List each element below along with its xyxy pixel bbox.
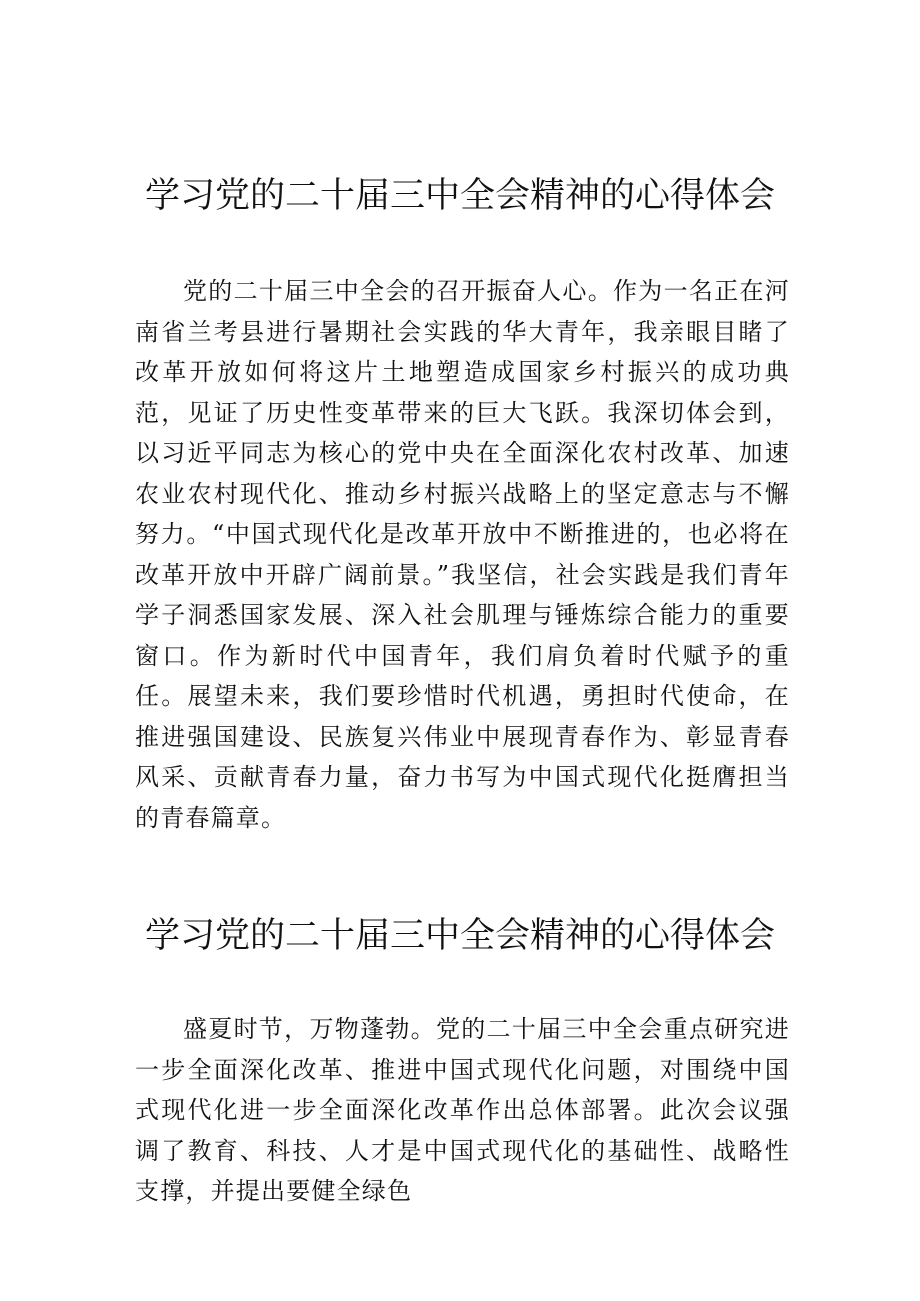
section-body: 盛夏时节，万物蓬勃。党的二十届三中全会重点研究进一步全面深化改革、推进中国式现代化问题，对围绕中国式现代化进一步全面深化改革作出总体部署。此次会议强调了教育、科技、人才是中国式现代化的基础性、战略性支撑，并提出要健全绿色 (135, 1015, 790, 1205)
section-body: 党的二十届三中全会的召开振奋人心。作为一名正在河南省兰考县进行暑期社会实践的华大青年，我亲眼目睹了改革开放如何将这片土地塑造成国家乡村振兴的成功典范，见证了历史性变革带来的巨大飞跃。我深切体会到，以习近平同志为核心的党中央在全面深化农村改革、加速农业农村现代化、推动乡村振兴战略上的坚定意志与不懈努力。“中国式现代化是改革开放中不断推进的，也必将在改革开放中开辟广阔前景。”我坚信，社会实践是我们青年学子洞悉国家发展、深入社会肌理与锤炼综合能力的重要窗口。作为新时代中国青年，我们肩负着时代赋予的重任。展望未来，我们要珍惜时代机遇，勇担时代使命，在推进强国建设、民族复兴伟业中展现青春作为、彰显青春风采、贡献青春力量，奋力书写为中国式现代化挺膺担当的青春篇章。 (135, 277, 790, 832)
section-title: 学习党的二十届三中全会精神的心得体会 (144, 916, 775, 956)
section-title: 学习党的二十届三中全会精神的心得体会 (144, 176, 775, 216)
